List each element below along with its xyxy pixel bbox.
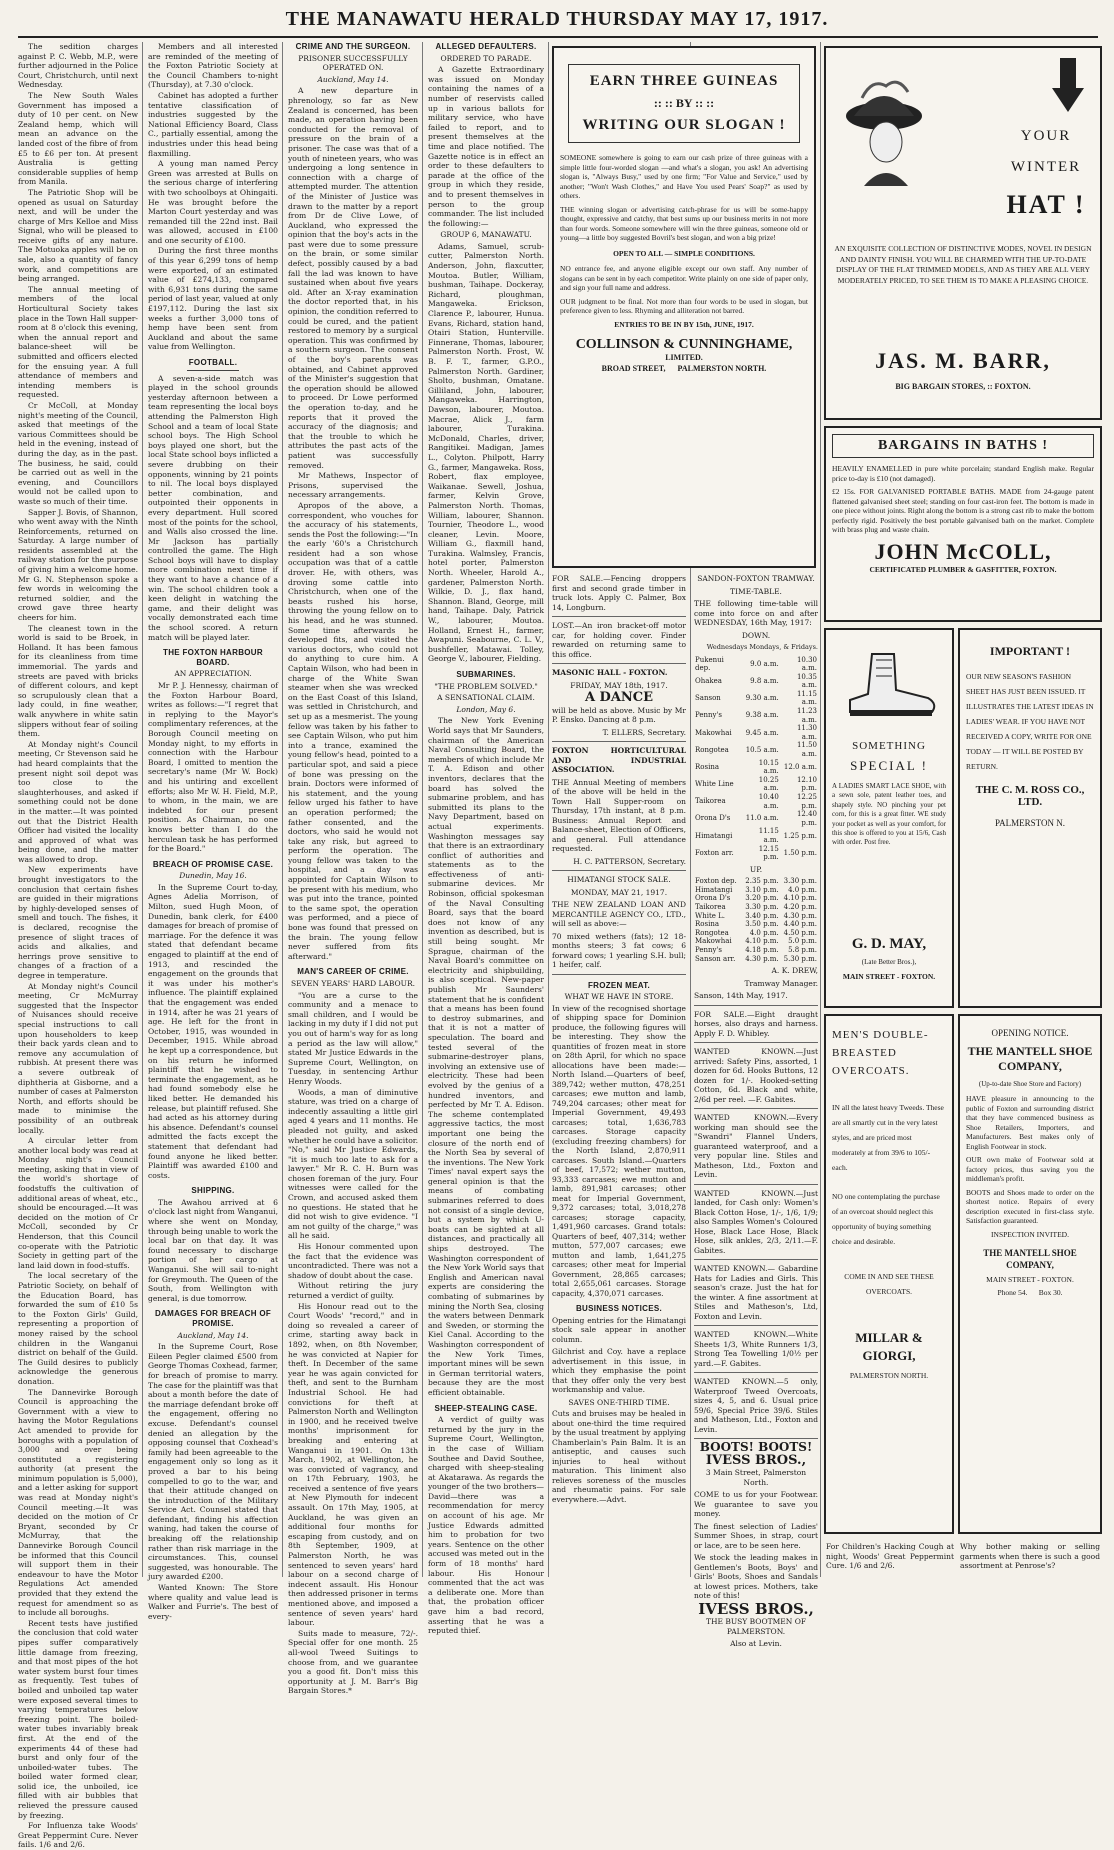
career-heading: MAN'S CAREER OF CRIME.	[297, 967, 409, 977]
heading-rule	[187, 370, 239, 371]
news-item: The local secretary of the Patriotic Society, on behalf of the Education Board, has forwarded the sum of £10 5s to the Foxton Girls' Guild, representing a proportion of money raised by the school children in the Wanganui district on behalf of the Guild. The Guild desires to publicly acknowledge the generous donation.	[18, 1271, 138, 1386]
for-sale-notice: FOR SALE.—Fencing droppers first and second grade timber in truck lots. Apply C. Palmer, Box 14, Longburn.	[552, 574, 686, 612]
timetable-row	[694, 690, 818, 707]
horticultural-body: THE Annual Meeting of members of the above will be held in the Town Hall Supper-room on Thursday, 17th instant, at 8 p.m. Business: Annual Report and Balance-sheet, Election of Officers, and general. Full attendance requested.	[552, 777, 686, 853]
business-notices-heading: BUSINESS NOTICES.	[575, 1304, 662, 1313]
slogan-body: THE winning slogan or advertising catch-phrase for us will be some-happy thought, expressive and catchy, that best sums up our business merits in not more than four words. Someone somewhere will win the three guineas, someone old or young—a little boy suggested Bovril's best slogan, and won a big prize!	[560, 204, 808, 242]
timetable-row	[694, 912, 818, 921]
notice-rule	[552, 741, 686, 742]
mantell-address: MAIN STREET - FOXTON.	[986, 1275, 1074, 1284]
shoe-illustration-icon	[842, 650, 938, 720]
mantell-opening: OPENING NOTICE.	[991, 1028, 1069, 1038]
baths-ad	[824, 426, 1102, 622]
notice-rule	[694, 1184, 818, 1185]
shoe-advertiser-address: MAIN STREET - FOXTON.	[842, 972, 936, 981]
timetable-time: 9.0 a.m.	[750, 659, 779, 668]
timetable-station: Sanson arr.	[695, 954, 736, 963]
notice-rule	[694, 1042, 818, 1043]
suits-notice: Suits made to measure, 72/-. Special offer for one month. 25 all-wool Tweed Suitings to choose from, and we guarantee you a good fit. Don't miss this opportunity at J. M. Barr's Big Bargain Stores.*	[288, 1628, 418, 1696]
timetable-station: Orona D's	[695, 814, 731, 823]
shoe-advertiser-sub: (Late Better Bros.),	[861, 958, 917, 966]
column-1	[14, 42, 142, 1850]
baths-advertiser: JOHN McCOLL,	[874, 538, 1052, 564]
dateline: London, May 6.	[456, 704, 516, 714]
timetable-row	[694, 946, 818, 955]
column-rule	[422, 42, 423, 1577]
damages-article: In the Supreme Court, Rose Eileen Pegler claimed £500 from George Thomas Coxhead, farmer, for breach of promise to marry. The case for the plaintiff was that about a month before the date of the marriage defendant broke off the engagement, offering no excuse. Defendant's counsel denied an allegation by the opposing counsel that Coxhead's family had been agreeable to the engagement only so long as it proved a bar to his being compelled to go to the war, and that their attitude changed on the introduction of the Military Service Act. Counsel stated that defendant, finding his affection waning, had taken the course of breaking off the relationship rather than risk marriage in the circumstances. This, counsel suggested, was honourable. The jury awarded £200.	[148, 1342, 279, 1582]
timetable-time: 11.23 a.m.	[796, 707, 817, 724]
news-item: At Monday night's Council meeting, Cr Stevenson said he had heard complaints that the present night soil depot was too close to the slaughterhouses, and asked if something could not be done in the matter.—It was pointed out that the District Health Officer had visited the locality and approved of what was being done, and the matter was allowed to drop.	[18, 739, 138, 864]
ivess-name-footer: IVESS BROS.,	[698, 1599, 814, 1618]
timetable-time: 4.20 p.m.	[783, 903, 817, 912]
slogan-body: NO entrance fee, and anyone eligible except our own staff. Any number of slogans can be sent in by each competitor. Write plainly on one side of paper only, and sign your full name and address.	[560, 264, 808, 292]
frozen-meat-subheading: WHAT WE HAVE IN STORE.	[564, 992, 674, 1001]
timetable-time: 3.20 p.m.	[745, 894, 779, 903]
timetable-row	[694, 886, 818, 895]
wanted-known-notice: WANTED KNOWN.—Every working man should see the "Swandri" Flannel Unders, guaranteed waterproof, and a very popular line. Stiles and Matheson, Ltd., Foxton and Levin.	[694, 1113, 818, 1180]
important-advertiser: THE C. M. ROSS CO., LTD.	[975, 784, 1085, 808]
stock-sale-heading: HIMATANGI STOCK SALE.	[567, 875, 671, 884]
overcoats-advertiser: MILLAR & GIORGI,	[855, 1330, 923, 1363]
mantell-title: THE MANTELL SHOE COMPANY,	[967, 1044, 1093, 1073]
shipping-heading: SHIPPING.	[191, 1186, 235, 1196]
breach-heading: BREACH OF PROMISE CASE.	[152, 859, 274, 869]
submarines-subheading: A SENSATIONAL CLAIM.	[437, 693, 535, 703]
news-item: A young man named Percy Green was arrested at Bulls on the serious charge of interfering with two schoolboys at Ohingaiti. He was brought before the Marton Court yesterday and was remanded till the 22nd inst. Bail was allowed, accused in £100 and one security of £100.	[148, 159, 278, 245]
news-item: The cleanest town in the world is said to be Broek, in Holland. It has been famous for its cleanliness from time immemorial. The yards and streets are paved with bricks of different colours, and kept so scrupulously clean that a lady could, in fine weather, walk anywhere in white satin slippers without fear of soiling them.	[18, 623, 138, 739]
sheep-heading: SHEEP-STEALING CASE.	[434, 1403, 538, 1413]
wanted-known-notice: WANTED KNOWN.— Gabardine Hats for Ladies and Girls. This season's craze. Just the hat for the winter. A fine assortment at Stiles and Matheson's, Ltd, Foxton and Levin.	[694, 1264, 818, 1321]
submarines-subheading: "THE PROBLEM SOLVED."	[434, 681, 538, 691]
news-item: A circular letter from another local body was read at Monday night's Council meeting, asking that in view of the world's shortage of foodstuffs the cultivation of additional areas of wheat, etc., should be encouraged.—It was decided on the motion of Cr McColl, seconded by Cr Henderson, that this Council co-operate with the Patriotic Society in getting part of the land laid down in food-stuffs.	[18, 1136, 138, 1270]
for-sale-notice: FOR SALE.—Eight draught horses, also drays and harness. Apply F. D. Whibley.	[694, 1009, 818, 1038]
news-item: The Patriotic Shop will be opened as usual on Saturday next, and will be under the charge of Mrs Kelloe and Miss Signal, who will be pleased to receive gifts of any nature. The Motuoka apples will be on sale, also a quantity of fancy work, and competitions are being arranged.	[18, 187, 138, 284]
timetable-row	[694, 656, 818, 673]
timetable-station: Makowhai	[695, 728, 732, 737]
news-item: The annual meeting of members of the local Horticultural Society takes place in the Town Hall supper-room at 8 o'clock this evening, when the annual report and balance-sheet will be submitted and officers elected for the ensuing year. A full attendance of members and intending members is requested.	[18, 284, 138, 400]
timetable-time: 5.30 p.m.	[783, 954, 817, 963]
baths-advertiser-sub: CERTIFICATED PLUMBER & GASFITTER, FOXTON.	[869, 564, 1057, 574]
timetable-station: Penny's	[695, 711, 723, 720]
timetable-time: 9.45 a.m.	[745, 728, 779, 737]
dance-signature: T. ELLERS, Secretary.	[602, 727, 686, 737]
notice-rule	[694, 1005, 818, 1006]
defaulters-list: Adams, Samuel, scrub-cutter, Palmerston North. Anderson, John, flaxcutter, Moutoa. Butler, William, bushman, Taihape. Dockeray, Richard, ploughman, Mangaweka. Erickson, Clarence P., labourer, Hunua. Evans, Richard, station hand, Otairi Station, Hunterville. Finnerane, Thomas, labourer, Palmerston North. Frost, W. B. F. T., farmer, G.P.O., Palmerston North. Gardiner, Sholto, bushman, Omatane. Gilliland, John, labourer, Mangaweka. Harrington, Dawson, labourer, Moutoa. Macrae, Alick J., farm labourer, Turakina. McDonald, Charles, driver, Rangitikei. Madigan, James L., Colyton. Philpott, Harry G., farmer, Mangaweka. Ross, Robert, flax employee, Waikanae. Sewell, Joshua, farmer, Kelvin Grove, Palmerston North. Thomas, William, labourer, Shannon. Tournier, Theodore L., wood cleaner, Levin. Moore, William G., flaxmill hand, Turakina. Walmsley, Francis, hotel porter, Palmerston North. Wheeler, Harold A., gardener, Palmerston North. Wilkie, D. J., flax hand, Shannon. Bland, George, mill hand, Taihape. Daly, Patrick W., labourer, Moutoa. Holland, Ernest H., farmer, Awapuni. Seabourne, C. L. V., bushfeller, Matawai. Tolley, George V., labourer, Fielding.	[428, 241, 544, 664]
slogan-title-2: WRITING OUR SLOGAN !	[582, 117, 786, 133]
slogan-body: OUR judgment to be final. Not more than four words to be used in slogan, but preference given to less. Rhyming and alliteration not barred.	[560, 296, 808, 315]
timetable-time: 10.15 a.m.	[758, 758, 779, 776]
timetable-time: 10.35 a.m.	[796, 672, 817, 690]
timetable-time: 12.25 p.m.	[796, 793, 817, 810]
baths-title: BARGAINS IN BATHS !	[832, 434, 1094, 458]
hat-body: AN EXQUISITE COLLECTION OF DISTINCTIVE MODES, NOVEL IN DESIGN AND DAINTY FINISH. YOU WILL BE CHARMED WITH THE UP-TO-DATE DISPLAY OF THE FLAT TRIMMED MODELS, AND AS THEY ARE ALL VERY MODERATELY PRICED, TO SEE THEM IS TO MAKE A PLEASING CHOICE.	[834, 244, 1092, 285]
timetable-station: White L.	[695, 911, 725, 920]
timetable-station: Foxton dep.	[695, 877, 737, 886]
timetable-time: 3.10 p.m.	[745, 885, 779, 894]
tramway-up: UP.	[749, 864, 763, 874]
mantell-body: BOOTS and Shoes made to order on the shortest notice. Repairs of every description executed in first-class style. Satisfaction guaranteed.	[966, 1187, 1094, 1225]
timetable-time: 4.10 p.m.	[783, 894, 817, 903]
timetable-time: 11.30 a.m.	[796, 724, 817, 741]
crime-article: Apropos of the above, a correspondent, who vouches for the accuracy of his statements, sends the Post the following:—"In the early '60's a Christchurch resident had a son whose occupation was that of a cattle drover. He, with others, was droving some cattle into Christchurch, when one of the beasts rushed his horse, throwing the young fellow on to his head, and he was stunned. Some time afterwards he developed fits, and visited the various doctors, who could not do anything to cure him. A Captain Wilson, who had been in charge of the White Swan steamer when she was wrecked on the East Coast of this Island, was settled in Christchurch, and set up as a mesmerist. The young fellow was taken by his father to see Captain Wilson, who put him into a trance, examined the young fellow's head, pointed to a particular spot, and said a piece of bone was pressing on the brain. Doctors were informed of his statement, and the young fellow urged his father to have an operation performed; the father consented, and the doctors, who said he would not take any risk, but agreed to perform the operation. The young fellow was taken to the hospital, and a day was appointed for Captain Wilson to be present with his medium, who was put into the trance, pointed to the same spot, the operation was performed, and a piece of bone was found that pressed on the brain. The young fellow never suffered from fits afterward."	[288, 500, 418, 961]
dance-date: FRIDAY, MAY 18th, 1917.	[570, 680, 668, 690]
timetable-time: 3.30 p.m.	[745, 903, 779, 912]
timetable-row	[694, 929, 818, 938]
timetable-time: 2.35 p.m.	[745, 877, 779, 886]
slogan-headline-box	[568, 64, 800, 143]
shoe-line-2: SPECIAL !	[850, 758, 928, 773]
timetable-station: Makowhai	[695, 937, 732, 946]
column-rule	[548, 42, 549, 1577]
career-article: His Honour commented upon the fact that the evidence was uncontradicted. There was not a shadow of doubt about the case.	[288, 1242, 418, 1280]
timetable-station: Himatangi	[695, 831, 733, 840]
horticultural-heading: FOXTON HORTICULTURAL AND INDUSTRIAL ASSOCIATION.	[552, 746, 686, 774]
notice-rule	[694, 1438, 818, 1439]
wanted-known-notice: WANTED KNOWN.—Just landed, for Cash only: Women's Black Cotton Hose, 1/-, 1/6, 1/9; also Samples Women's Coloured Hose, Black Lace Hose, Black Hose, silk ankles, 2/3, 2/11.—F. Gabites.	[694, 1188, 818, 1255]
breach-article: In the Supreme Court to-day, Agnes Adelia Morrison, of Milton, sued Hugh Moon, of Dunedin, bank clerk, for £400 damages for breach of promise of marriage. For the defence it was stated that defendant became engaged to plaintiff at the end of 1913, and rescinded the engagement on the grounds that it was under his mother's influence. The plaintiff explained that the engagement was ended in 1914, after he was 21 years of age. He left for the front in October, 1915, was wounded in December, 1915. While abroad he kept up a correspondence, but on his return he informed plaintiff that he wished to terminate the engagement, as he had found somebody else he liked better. He demanded his release, but plaintiff refused. She had acted as his attorney during his absence. Defendant's counsel admitted the facts except the statement that defendant had found anyone he liked better. Plaintiff was awarded £100 and costs.	[148, 882, 278, 1180]
overcoats-ad	[824, 1014, 954, 1534]
tramway-heading: SANDON-FOXTON TRAMWAY.	[697, 574, 815, 583]
timetable-time: 4.30 p.m.	[745, 954, 779, 963]
news-item: The Dannevirke Borough Council is approaching the Government with a view to having the Motor Regulations Act amended to provide for boroughs with a population of 3,000 and over being constituted a registering authority (at present the minimum population is 5,000), and a letter asking for support was read at Monday night's Council meeting.—It was decided on the motion of Cr Bryant, seconded by Cr McMurray, that the Dannevirke Borough Council be informed that this Council will support them in their endeavour to have the Motor Regulations Act amended provided that they extend the request for amendment so as to include all boroughs.	[18, 1387, 138, 1618]
mantell-body: OUR own make of Footwear sold at factory prices, thus saving you the middleman's profit.	[966, 1155, 1094, 1183]
alleged-subheading: ORDERED TO PARADE.	[440, 53, 532, 63]
timetable-row	[694, 955, 818, 964]
hat-advertiser-sub: BIG BARGAIN STORES, :: FOXTON.	[895, 382, 1031, 391]
career-article: Without retiring the jury returned a verdict of guilty.	[288, 1281, 418, 1300]
timetable-row	[694, 877, 818, 886]
hat-advertiser: JAS. M. BARR,	[875, 348, 1051, 373]
news-item: The sedition charges against P. C. Webb, M.P., were further adjourned in the Police Court, Christchurch, until next Wednesday.	[18, 42, 138, 90]
ivess-body: COME to us for your Footwear. We guarantee to save you money.	[694, 1490, 818, 1519]
group-heading: GROUP 6, MANAWATU.	[440, 230, 532, 240]
column-2	[144, 42, 282, 1621]
mantell-phone: Phone 54. Box 30.	[997, 1288, 1063, 1297]
timetable-station: White Line	[695, 780, 734, 789]
tramway-up-table	[694, 877, 818, 963]
news-item: During the first three months of this year 6,299 tons of hemp were exported, of an estimated value of £274,133, compared with 6,931 tons during the same period of last year, valued at only £197,112. During the last six weeks a further 3,000 tons of hemp have been sent from Auckland and about the same value from Wellington.	[148, 246, 278, 352]
timetable-time: 9.30 a.m.	[745, 694, 779, 703]
timetable-station: Taikorea	[695, 797, 726, 806]
timetable-station: Rosina	[695, 920, 719, 929]
slogan-contest-ad	[552, 46, 816, 568]
advertiser-address: BROAD STREET, PALMERSTON NORTH.	[601, 364, 767, 373]
timetable-station: Himatangi	[695, 885, 733, 894]
timetable-row	[694, 759, 818, 776]
news-item: Recent tests have justified the conclusion that cold water pipes suffer comparatively little damage from freezing, and that most pipes of the hot water system burst four times as frequently. Test tubes of boiled and unboiled tap water were exposed several times to varying temperatures below freezing point. The boiled-water tubes invariably break first. At the end of the experiments 44 of these had burst and only four of the unboiled-water tubes. The boiled water formed clear, solid ice, the unboiled, ice filled with air bubbles that relieved the pressure caused by freezing.	[18, 1618, 138, 1820]
ivess-tagline: THE BUSY BOOTMEN OF PALMERSTON.	[705, 1617, 807, 1636]
news-item: At Monday night's Council meeting, Cr McMurray suggested that the Inspector of Nuisances should receive special instructions to call upon householders to keep their back yards clean and to remove any accumulation of rubbish. At present there was a severe outbreak of diphtheria at Gisborne, and a number of cases at Palmerston North, and efforts should be made to minimise the possibility of an outbreak locally.	[18, 981, 138, 1135]
slogan-entries: ENTRIES TO BE IN BY 15th, JUNE, 1917.	[614, 319, 754, 329]
dance-body: will be held as above. Music by Mr P. Ensko. Dancing at 8 p.m.	[552, 705, 686, 724]
notice-rule	[694, 1108, 818, 1109]
timetable-time: 10.40 a.m.	[758, 793, 779, 810]
business-notice: Gilchrist and Coy. have a replace advertisement in this issue, in which they emphasise the point that they offer only the very best workmanship and value.	[552, 1347, 686, 1394]
notice-rule	[694, 1259, 818, 1260]
timetable-row	[694, 903, 818, 912]
overcoats-advertiser-sub: PALMERSTON NORTH.	[849, 1371, 929, 1380]
news-item: Sapper J. Bovis, of Shannon, who went away with the Ninth Reinforcements, returned on Saturday. A large number of residents assembled at the railway station for the purpose of giving him a welcome home. Mr G. N. Stephenson spoke a few words in welcoming the returned soldier, and the crowd gave three hearty cheers for him.	[18, 507, 138, 623]
mantell-body: HAVE pleasure in announcing to the public of Foxton and surrounding district that they have commenced business as Shoe Retailers, Importers, and Manufacturers. Best makes only of English Footwear in stock.	[966, 1094, 1094, 1151]
ivess-levin: Also at Levin.	[730, 1639, 782, 1649]
overcoats-body: IN all the latest heavy Tweeds. These are all smartly cut in the very latest styles, and are priced most moderately at from 39/6 to 105/- each.	[832, 1103, 944, 1172]
tramway-down: DOWN.	[741, 630, 771, 640]
dance-heading: A DANCE	[584, 690, 654, 705]
tramway-days: Wednesdays Mondays, & Fridays.	[706, 643, 818, 651]
news-item: New experiments have brought investigators to the conclusion that certain fishes are guided in their migrations by highly-developed senses of smell and touch. The fishes, it is declared, recognise the presence of slight traces of acids and alkalies, and herrings prove sensitive to changes of a fraction of a degree in temperature.	[18, 865, 138, 980]
important-title: IMPORTANT !	[989, 644, 1071, 658]
football-article: A seven-a-side match was played in the school grounds yesterday afternoon between a team representing the local boys attending the Palmerston High School and a team of local State school boys. The High School boys played one short, but the local State school boys inflicted a severe drubbing on their opponents, winning by 21 points to nil. The local boys displayed better combination, and outpointed their opponents in every department. Hull scored most of the points for the school, and Walls also crossed the line. Mr Jackson has partially controlled the game. The High School boys will have to display more combination next time if they want to have a chance of a win. The school children took a keen delight in watching the game, and their delight was vocally demonstrated each time the school scored. A return match will be played later.	[148, 373, 278, 642]
timetable-time: 1.25 p.m.	[783, 831, 817, 840]
timetable-time: 3.40 p.m.	[745, 911, 779, 920]
alleged-article: A Gazette Extraordinary was issued on Monday containing the names of a number of reservists called up in various ballots for military service, who have failed to report, and to present themselves at the time and place notified. The Gazette notice is in effect an order to these defaulters to parade at the office of the group in which they reside, and to present themselves in person to the group commander. The list included the following:—	[428, 65, 544, 228]
advertiser-limited: LIMITED.	[665, 353, 703, 362]
timetable-station: Pukenui dep.	[695, 655, 724, 673]
advertiser-name: COLLINSON & CUNNINGHAME,	[575, 337, 793, 352]
timetable-station: Rosina	[695, 762, 719, 771]
ivess-body: The finest selection of Ladies' Summer Shoes, in strap, court or lace, are to be seen here.	[694, 1521, 818, 1550]
hat-line-2: WINTER	[1010, 159, 1082, 175]
tramway-down-table	[694, 656, 818, 862]
overcoats-body: NO one contemplating the purchase of an overcoat should neglect this opportunity of buying something choice and desirable.	[832, 1192, 940, 1246]
harbour-heading: THE FOXTON HARBOUR BOARD.	[163, 648, 263, 667]
horticultural-signature: H. C. PATTERSON, Secretary.	[573, 856, 686, 866]
timetable-row	[694, 724, 818, 741]
overcoats-title: MEN'S DOUBLE-BREASTED OVERCOATS.	[832, 1029, 929, 1077]
timetable-station: Ohakea	[695, 676, 722, 685]
tramway-intro: THE following time-table will come into force on and after WEDNESDAY, 16th May, 1917:	[694, 599, 818, 627]
boots-heading: BOOTS! BOOTS!	[699, 1440, 813, 1455]
dateline: Dunedin, May 16.	[179, 871, 247, 881]
shoe-body: A LADIES SMART LACE SHOE, with a sewn sole, patent leather toes, and shapely style. NO pinching your pet corn, for this is a great fitter. WE study your pocket as well as your comfort, for this shoe is offered to you at 15/6, Cash with order. Post free.	[832, 782, 946, 847]
timetable-row	[694, 937, 818, 946]
mantell-shoe-ad	[958, 1014, 1102, 1534]
submarines-article: The New York Evening World says that Mr Saunders, chairman of the American Naval Consulting Board, the members of which include Mr T. A. Edison and other inventors, declares that the board has solved the submarine problem, and has submitted its plans to the Navy Department, based on actual experiments. Washington messages say that there is an extraordinary conflict of authorities and statements as to the effectiveness of anti-submarine devices. Mr Robinson, official spokesman of the Naval Consulting Board, says that the board does not know of any invention as described, but is still being sought. Mr Sprague, chairman of the Naval Board's committee on electricity and shipbuilding, is also sceptical. New-paper publish Mr Saunders' statement that he is confident that a means has been found to destroy submarines, and that it is not a matter of speculation. The board and tested several of the submarine-destroyer plans, involving an extensive use of electricity. These had been evolved by the genius of a hundred inventors, and perfected by Mr T. A. Edison. The scheme contemplated aggressive tactics, the most important one being the closure of the north end of the North Sea by several of the inventions. The New York Times' naval expert says the general opinion is that the means of combating submarines referred to does not consist of a single device, but a system by which U-boats can be sighted at all distances, and practically all ships destroyed. The Washington correspondent of the New York World says that English and American naval experts are considering the combating of submarines by mining the North Sea, closing the waters between Denmark and Sweden, or storming the Kiel Canal. According to the Washington correspondent of the New York Times, important mines will be sewn in German territorial waters, because they are the most efficient obtainable.	[428, 716, 544, 1397]
timetable-row	[694, 894, 818, 903]
damages-heading: DAMAGES FOR BREACH OF PROMISE.	[154, 1309, 272, 1328]
timetable-station: Penny's	[695, 946, 723, 954]
saves-body: Cuts and bruises may be healed in about one-third the time required by the usual treatment by applying Chamberlain's Pain Balm. It is an antiseptic, and causes such injuries to heal without maturation. This liniment also relieves soreness of the muscles and rheumatic pains. For sale everywhere.—Advt.	[552, 1409, 686, 1504]
column-rule	[820, 42, 821, 1577]
timetable-time: 4.30 p.m.	[783, 911, 817, 920]
winter-hat-ad	[824, 46, 1102, 420]
fashion-sheet-ad	[958, 628, 1102, 1008]
tramway-subheading: TIME-TABLE.	[730, 586, 782, 596]
timetable-row	[694, 827, 818, 844]
sheep-article: A verdict of guilty was returned by the jury in the Supreme Court, Wellington, in the case of William Southee and David Southee, charged with sheep-stealing at Akatarawa. As regards the younger of the two brothers—David—there was a recommendation for mercy on account of his age. Mr Justice Edwards admitted him to probation for two years. Sentence on the other accused was meted out in the form of 18 months' hard labour. His Honour commented that the act was a deliberate one. More than that, the probation officer gave him a bad record, asserting that he was a reputed thief.	[428, 1415, 544, 1636]
important-body: OUR NEW SEASON'S FASHION SHEET HAS JUST BEEN ISSUED. IT ILLUSTRATES THE LATEST IDEAS IN LADIES' WEAR. IF YOU HAVE NOT RECEIVED A COPY, WRITE FOR ONE TODAY — IT WILL BE POSTED BY RETURN.	[966, 672, 1094, 771]
shoe-line-1: SOMETHING	[852, 740, 926, 752]
timetable-time: 5.8 p.m.	[788, 946, 817, 954]
mantell-invite: INSPECTION INVITED.	[991, 1229, 1069, 1239]
timetable-time: 12.10 p.m.	[796, 775, 817, 793]
timetable-time: 12.15 p.m.	[758, 844, 779, 862]
ivess-name: IVESS BROS.,	[705, 1452, 807, 1468]
timetable-row	[694, 793, 818, 810]
timetable-row	[694, 673, 818, 690]
tramway-signature-date: Sanson, 14th May, 1917.	[694, 991, 788, 1001]
timetable-time: 4.0 p.m.	[749, 928, 779, 937]
saves-heading: SAVES ONE-THIRD TIME.	[568, 1397, 670, 1407]
shoe-ad	[824, 628, 954, 1008]
penrose-notice: Why bother making or selling garments when there is such a good assortment at Penrose's?	[960, 1542, 1100, 1570]
timetable-time: 3.50 p.m.	[745, 920, 779, 929]
masthead: THE MANAWATU HERALD THURSDAY MAY 17, 1917.	[285, 8, 829, 30]
news-item: For Influenza take Woods' Great Peppermint Cure. Never fails. 1/6 and 2/6.	[18, 1821, 138, 1850]
career-subheading: SEVEN YEARS' HARD LABOUR.	[290, 979, 416, 988]
timetable-time: 4.10 p.m.	[745, 937, 779, 946]
notice-rule	[552, 974, 686, 975]
timetable-station: Foxton arr.	[695, 848, 734, 857]
mantell-sub: (Up-to-date Shoe Store and Factory)	[978, 1080, 1082, 1088]
tramway-signature: A. K. DREW,	[771, 966, 818, 976]
timetable-time: 4.50 p.m.	[783, 928, 817, 937]
column-rule	[282, 42, 283, 1577]
notice-rule	[552, 870, 686, 871]
frozen-meat-article: In view of the recognised shortage of shipping space for Dominion produce, the following figures will be interesting. They show the quantities of frozen meat in store on 28th April, for which no space allocations have been made:— North Island.—Quarters of beef, 389,742; wether mutton, 478,251 carcases; ewe mutton and lamb, 749,204 carcases; other meat for Imperial Government, 49,493 carcases; total, 1,636,783 carcases. Storage capacity (excluding freezing chambers) for the North Island, 2,870,911 carcases. South Island.—Quarters of beef, 17,572; wether mutton, 93,333 carcases; ewe mutton and lamb, 891,981 carcases; other meat for Imperial Government, 9,372 carcases; total, 3,018,278 carcases; storage capacity, 1,491,960 carcases. Grand totals: Quarters of beef, 407,314; wether mutton, 577,007 carcases; ewe mutton and lamb, 1,641,275 carcases; other meat for Imperial Government, 28,865 carcases; total 2,655,061 carcases. Storage capacity, 4,370,071 carcases.	[552, 1003, 686, 1298]
timetable-time: 11.15 a.m.	[796, 689, 817, 707]
timetable-time: 4.40 p.m.	[783, 920, 817, 929]
wanted-known-notice: WANTED KNOWN.—Just arrived: Safety Pins, assorted, 1 dozen for 6d. Hooks Buttons, 12 dozen for 1/-. Hooked-setting Cotton, 6d. Black and white, 2/6d per reel. —F. Gabites.	[694, 1047, 818, 1104]
timetable-time: 11.15 a.m.	[758, 827, 779, 844]
important-advertiser-sub: PALMERSTON N.	[994, 818, 1066, 828]
baths-body: HEAVILY ENAMELLED in pure white porcelain; standard English make. Regular price to-day is £10 (not damaged).	[832, 464, 1094, 483]
timetable-time: 10.25 a.m.	[758, 775, 779, 793]
masonic-heading: MASONIC HALL - FOXTON.	[552, 668, 668, 677]
career-article: "You are a curse to the community and a menace to small children, and I would be lacking in my duty if I did not put you out of harm's way for as long a period as the law will allow," stated Mr Justice Edwards in the Supreme Court, Wellington, on Tuesday, in sentencing Arthur Henry Woods.	[288, 990, 418, 1086]
timetable-time: 12.40 p.m.	[796, 810, 817, 827]
notice-rule	[552, 663, 686, 664]
crime-heading: CRIME AND THE SURGEON.	[295, 42, 411, 51]
hat-illustration-icon	[842, 76, 926, 186]
timetable-row	[694, 845, 818, 862]
column-4	[424, 42, 548, 1636]
timetable-station: Rongotea	[695, 745, 729, 754]
frozen-meat-heading: FROZEN MEAT.	[587, 980, 651, 990]
hat-headline	[996, 128, 1096, 220]
hat-line-1: YOUR	[1020, 128, 1072, 144]
news-item: Members and all interested are reminded of the meeting of the Foxton Patriotic Society at the Council Chambers to-night (Thursday), at 7.30 o'clock.	[148, 42, 278, 90]
mantell-advertiser: THE MANTELL SHOE COMPANY,	[983, 1248, 1077, 1270]
hat-line-3: HAT !	[1006, 190, 1086, 219]
timetable-time: 3.30 p.m.	[783, 877, 817, 886]
stock-sale-date: MONDAY, MAY 21, 1917.	[570, 887, 668, 897]
business-notice: Opening entries for the Himatangi stock sale appear in another column.	[552, 1315, 686, 1344]
timetable-time: 1.50 p.m.	[783, 848, 817, 857]
timetable-time: 11.50 a.m.	[796, 741, 817, 759]
column-6-notices	[694, 574, 818, 1649]
slogan-title-1: EARN THREE GUINEAS	[589, 73, 779, 89]
timetable-time: 12.0 a.m.	[783, 762, 817, 771]
timetable-station: Orona D's	[695, 894, 731, 903]
shipping-article: The Awahou arrived at 6 o'clock last night from Wanganui, where she went on Monday, through being unable to work the local bar on that day. It was found necessary to discharge portion of her cargo at Wanganui. She will sail to-night for Greymouth. The Queen of the South, from Wellington with general, is due tomorrow.	[148, 1197, 278, 1303]
slogan-open: OPEN TO ALL — SIMPLE CONDITIONS.	[613, 248, 755, 258]
ivess-address: 3 Main Street, Palmerston North.	[705, 1468, 807, 1487]
overcoats-cta: COME IN AND SEE THESE OVERCOATS.	[844, 1272, 934, 1296]
submarines-heading: SUBMARINES.	[456, 670, 516, 679]
football-heading: FOOTBALL.	[188, 358, 238, 367]
news-item: Cabinet has adopted a further tentative classification of industries suggested by the National Efficiency Board, Class C., partially essential, among the industries under this head being flaxmilling.	[148, 90, 278, 158]
dateline: Auckland, May 14.	[317, 74, 389, 84]
lost-notice: LOST.—An iron bracket-off motor car, for holding cover. Finder rewarded on returning same to this office.	[552, 621, 686, 659]
timetable-time: 9.38 a.m.	[745, 711, 779, 720]
timetable-row	[694, 920, 818, 929]
stock-sale-items: 70 mixed wethers (fats); 12 18-months steers; 3 fat cows; 6 forward cows; 1 yearling S.H. bull; 1 heifer, calf.	[552, 931, 686, 969]
crime-article: Mr Mathews, Inspector of Prisons, supervised the necessary arrangements.	[288, 471, 418, 500]
wanted-known-notice: WANTED KNOWN.—White Sheets 1/3, White Runners 1/3, Strong Tea Towelling 1/0½ per yard.—F. Gabites.	[694, 1330, 818, 1368]
timetable-row	[694, 810, 818, 827]
notice-rule	[694, 1372, 818, 1373]
masthead-rule	[18, 36, 1098, 38]
timetable-time: 9.8 a.m.	[750, 676, 779, 685]
crime-article: A new departure in phrenology, so far as New Zealand is concerned, has been made, an operation having been conducted for the removal of pressure on the brain of a prisoner. The case was that of a youth of nineteen years, who was undergoing a long sentence in connection with a charge of attempted murder. The attention of the Minister of Justice was drawn to the matter by a report from Dr de Clive Lowe, of Auckland, who expressed the opinion that the boy's acts in the past were due to some pressure on the brain, or some similar defect, possibly caused by a bad fall the lad was known to have sustained when about five years old. After an X-ray examination the doctor reported that, in his opinion, the condition referred to could be cured, and the patient restored to memory by a surgical operation. This was confirmed by a southern surgeon. The consent of the boy's parents was obtained, and Cabinet approved of the Minister's suggestion that the operation should be allowed to proceed. Dr Lowe performed the operation to-day, and he reports that it proved the accuracy of the diagnosis; and that the trouble to which he attributes the past acts of the patient was successfully removed.	[288, 86, 418, 470]
timetable-station: Taikorea	[695, 903, 726, 912]
timetable-time: 11.0 a.m.	[745, 814, 779, 823]
shoe-advertiser: G. D. MAY,	[851, 936, 927, 952]
slogan-by: :: :: BY :: ::	[653, 96, 715, 110]
tramway-signature-title: Tramway Manager.	[744, 978, 818, 988]
timetable-row	[694, 776, 818, 793]
baths-body: £2 15s. FOR GALVANISED PORTABLE BATHS. MADE from 24-gauge patent flattened galvanised sheet steel; standing on four cast-iron feet. The bottom is made in one piece without joints. Right along the bottom is a strong cast rib to make the bottom perfectly rigid. Positively the best portable galvanised bath on the market. Complete with brass plug and waste chain.	[832, 487, 1094, 534]
news-item: Cr McColl, at Monday night's meeting of the Council, asked that meetings of the various Committees should be held in the evening, instead of during the day, as in the past. The business, he said, could be carried out as well in the evening, and Councillors would not be called upon to waste so much of their time.	[18, 400, 138, 506]
timetable-time: 10.30 a.m.	[796, 655, 817, 673]
timetable-time: 5.0 p.m.	[788, 937, 817, 946]
timetable-time: 4.0 p.m.	[788, 885, 817, 894]
alleged-heading: ALLEGED DEFAULTERS.	[435, 42, 537, 51]
career-article: Woods, a man of diminutive stature, was tried on a charge of indecently assaulting a little girl aged 4 years and 11 months. He pleaded not guilty, and asked whether he could have a solicitor. "No," said Mr Justice Edwards, "it is much too late to ask for a lawyer." Mr R. C. H. Burn was chosen foreman of the jury. Four witnesses were called for the Crown, and accused asked them no questions. He stated that he did not wish to give evidence. "I am not guilty of the charge," was all he said.	[288, 1087, 418, 1241]
wanted-known-notice: Wanted Known: The Store where quality and value lead is Walker and Furrie's. The best of every-	[148, 1583, 278, 1621]
notice-rule	[552, 616, 686, 617]
dateline: Auckland, May 14.	[177, 1330, 249, 1340]
harbour-article: Mr P. J. Hennessy, chairman of the Foxton Harbour Board, writes as follows:—"I regret that in replying to the Mayor's complimentary references, at the Borough Council meeting on Monday night, to my efforts in connection with the Harbour Board, I omitted to mention the secretary's name (Mr W. Bock) and his untiring and excellent efforts; also Mr W. H. Field, M.P., to whom, in the main, we are indebted for our present position. As Chairman, no one knows better than I do the herculean task he has performed for the Board."	[148, 681, 278, 854]
timetable-station: Rongotea	[695, 928, 729, 937]
timetable-row	[694, 741, 818, 758]
harbour-subheading: AN APPRECIATION.	[174, 669, 252, 679]
crime-subheading: PRISONER SUCCESSFULLY OPERATED ON.	[298, 53, 408, 73]
slogan-body: SOMEONE somewhere is going to earn our cash prize of three guineas with a simple little four-worded slogan —and what's a slogan, you ask! An advertising slogan is, "Always Busy," used by one firm; "For Value and Service," used by another; "Won't Wash Clothes," and Have You used Pears' Soap?" as used by others.	[560, 153, 808, 200]
timetable-station: Sanson	[695, 694, 721, 703]
cough-notice: For Children's Hacking Cough at night, Woods' Great Peppermint Cure. 1/6 and 2/6.	[826, 1542, 954, 1570]
career-article: His Honour read out to the Court Woods' "record," and in doing so revealed a career of crime, starting away back in 1892, when, on 8th November, he was convicted at Napier for theft. In December of the same year he was again convicted for theft, and sent to the Burnham Industrial School. He had convictions for theft at Palmerston North and Wellington in 1900, and he received twelve months' imprisonment for breaking and entering at Wanganui in 1901. On 13th March, 1902, at Wellington, he was convicted of vagrancy, and on 17th February, 1903, he received a sentence of five years at New Plymouth for indecent assault. On 17th May, 1905, at Auckland, he was given an additional four months for escaping from custody, and on 8th September, 1909, at Palmerston North, he was sentenced to seven years' hard labour on a second charge of indecent assault. His Honour then addressed prisoner in terms mentioned above, and imposed a sentence of seven years' hard labour.	[288, 1301, 418, 1628]
timetable-time: 10.5 a.m.	[745, 745, 779, 754]
column-3	[284, 42, 422, 1696]
timetable-time: 4.18 p.m.	[745, 946, 779, 954]
stock-sale-company: THE NEW ZEALAND LOAN AND MERCANTILE AGENCY CO., LTD., will sell as above:—	[552, 900, 686, 928]
timetable-row	[694, 707, 818, 724]
column-rule	[142, 42, 143, 1577]
pointing-hand-icon	[1050, 58, 1086, 112]
wanted-known-notice: WANTED KNOWN.—5 only, Waterproof Tweed Overcoats, sizes 4, 5, and 6. Usual price 59/6, Special Price 39/6. Stiles and Matheson, Ltd., Foxton and Levin.	[694, 1377, 818, 1434]
ivess-body: We stock the leading makes in Gentlemen's Boots, Boys' and Girls' Boots, Shoes and Sandals at lowest prices. Mothers, take note of this!	[694, 1553, 818, 1601]
column-5-notices	[552, 574, 686, 1579]
notice-rule	[694, 1325, 818, 1326]
news-item: The New South Wales Government has imposed a duty of 10 per cent. on New Zealand hemp, which will mean an advance on the landed cost of the fibre of from £5 to £6 per ton. At present Australia is getting considerable supplies of hemp from Manila.	[18, 90, 138, 187]
